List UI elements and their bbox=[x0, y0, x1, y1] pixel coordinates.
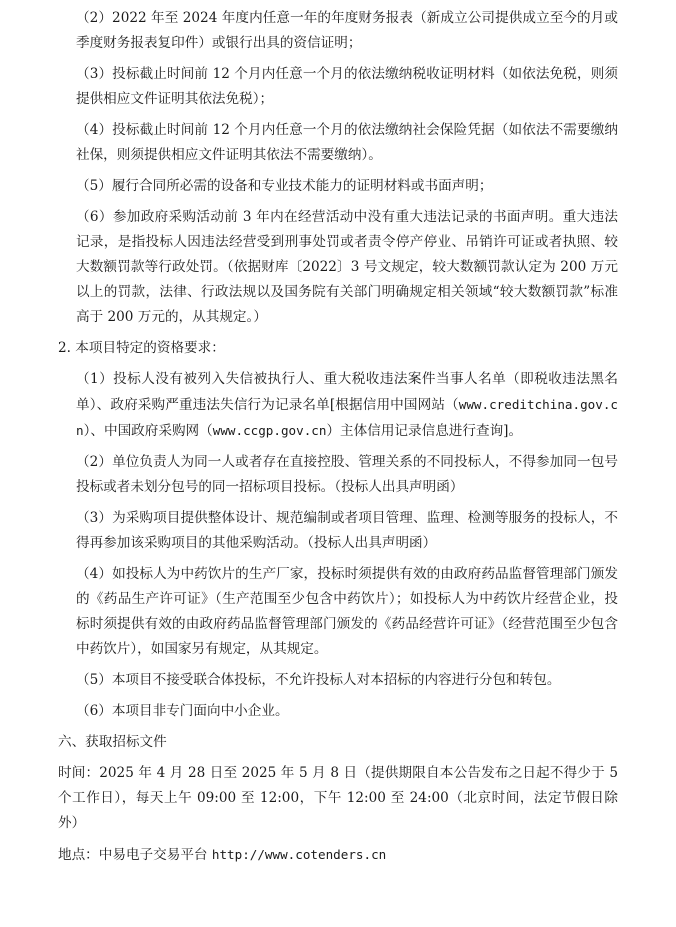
specific-requirement-item-4: （4）如投标人为中药饮片的生产厂家，投标时须提供有效的由政府药品监督管理部门颁发的《药品生产许可证》（生产范围至少包含中药饮片）；如投标人为中药饮片经营企业，投标时须提供有效的由政府药品监督管理部门颁发的《药品经营许可证》（经营范围至少包含中药饮片），如国家另有规定，从其规定。 bbox=[76, 566, 618, 657]
ccgp-link: www.ccgp.gov.cn bbox=[212, 423, 327, 438]
acquisition-location bbox=[58, 842, 618, 868]
requirement-item-2: （2）2022 年至 2024 年度内任意一年的年度财务报表（新成立公司提供成立至今的月或季度财务报表复印件）或银行出具的资信证明； bbox=[76, 10, 618, 51]
requirement-item-5: （5）履行合同所必需的设备和专业技术能力的证明材料或书面声明； bbox=[76, 178, 493, 194]
item-1-suffix: ）主体信用记录信息进行查询]。 bbox=[326, 423, 523, 439]
creditchina-link: www.creditchina.gov.cn bbox=[76, 397, 618, 438]
item-1-mid: ）、中国政府采购网（ bbox=[83, 423, 213, 439]
acquisition-time: 时间：2025 年 4 月 28 日至 2025 年 5 月 8 日（提供期限自本公告发布之日起不得少于 5 个工作日），每天上午 09:00 至 12:00，下午 12:00 至 24:00（北京时间，法定节假日除外） bbox=[58, 765, 618, 831]
section-2-heading: 2. 本项目特定的资格要求： bbox=[58, 340, 225, 356]
location-label: 地点：中易电子交易平台 bbox=[58, 847, 212, 863]
specific-requirement-item-1 bbox=[58, 367, 618, 444]
requirement-item-4: （4）投标截止时间前 12 个月内任意一个月的依法缴纳社会保险凭据（如依法不需要缴纳社保，则须提供相应文件证明其依法不需要缴纳）。 bbox=[76, 122, 618, 163]
specific-requirement-item-6: （6）本项目非专门面向中小企业。 bbox=[76, 703, 289, 719]
item-1-prefix: （1）投标人没有被列入失信被执行人、重大税收违法案件当事人名单（即税收违法黑名单）、政府采购严重违法失信行为记录名单[根据信用中国网站（ bbox=[76, 371, 618, 413]
specific-requirement-item-3: （3）为采购项目提供整体设计、规范编制或者项目管理、监理、检测等服务的投标人，不得再参加该采购项目的其他采购活动。（投标人出具声明函） bbox=[76, 510, 618, 551]
requirement-item-3: （3）投标截止时间前 12 个月内任意一个月的依法缴纳税收证明材料（如依法免税，则须提供相应文件证明其依法免税）； bbox=[76, 66, 618, 107]
cotenders-link: http://www.cotenders.cn bbox=[211, 847, 387, 862]
specific-requirement-item-2: （2）单位负责人为同一人或者存在直接控股、管理关系的不同投标人，不得参加同一包号投标或者未划分包号的同一招标项目投标。（投标人出具声明函） bbox=[76, 454, 618, 495]
specific-requirement-item-5: （5）本项目不接受联合体投标，不允许投标人对本招标的内容进行分包和转包。 bbox=[76, 672, 561, 688]
requirement-item-6: （6）参加政府采购活动前 3 年内在经营活动中没有重大违法记录的书面声明。重大违法记录，是指投标人因违法经营受到刑事处罚或者责令停产停业、吊销许可证或者执照、较大数额罚款等行政处罚。（依据财库〔2022〕3 号文规定，较大数额罚款认定为 200 万元以上的罚款，法律、行政法规以及国务院有关部门明确规定相关领域“较大数额罚款”标准高于 200 万元的，从其规定。） bbox=[76, 209, 618, 325]
section-6-heading: 六、获取招标文件 bbox=[58, 734, 167, 750]
